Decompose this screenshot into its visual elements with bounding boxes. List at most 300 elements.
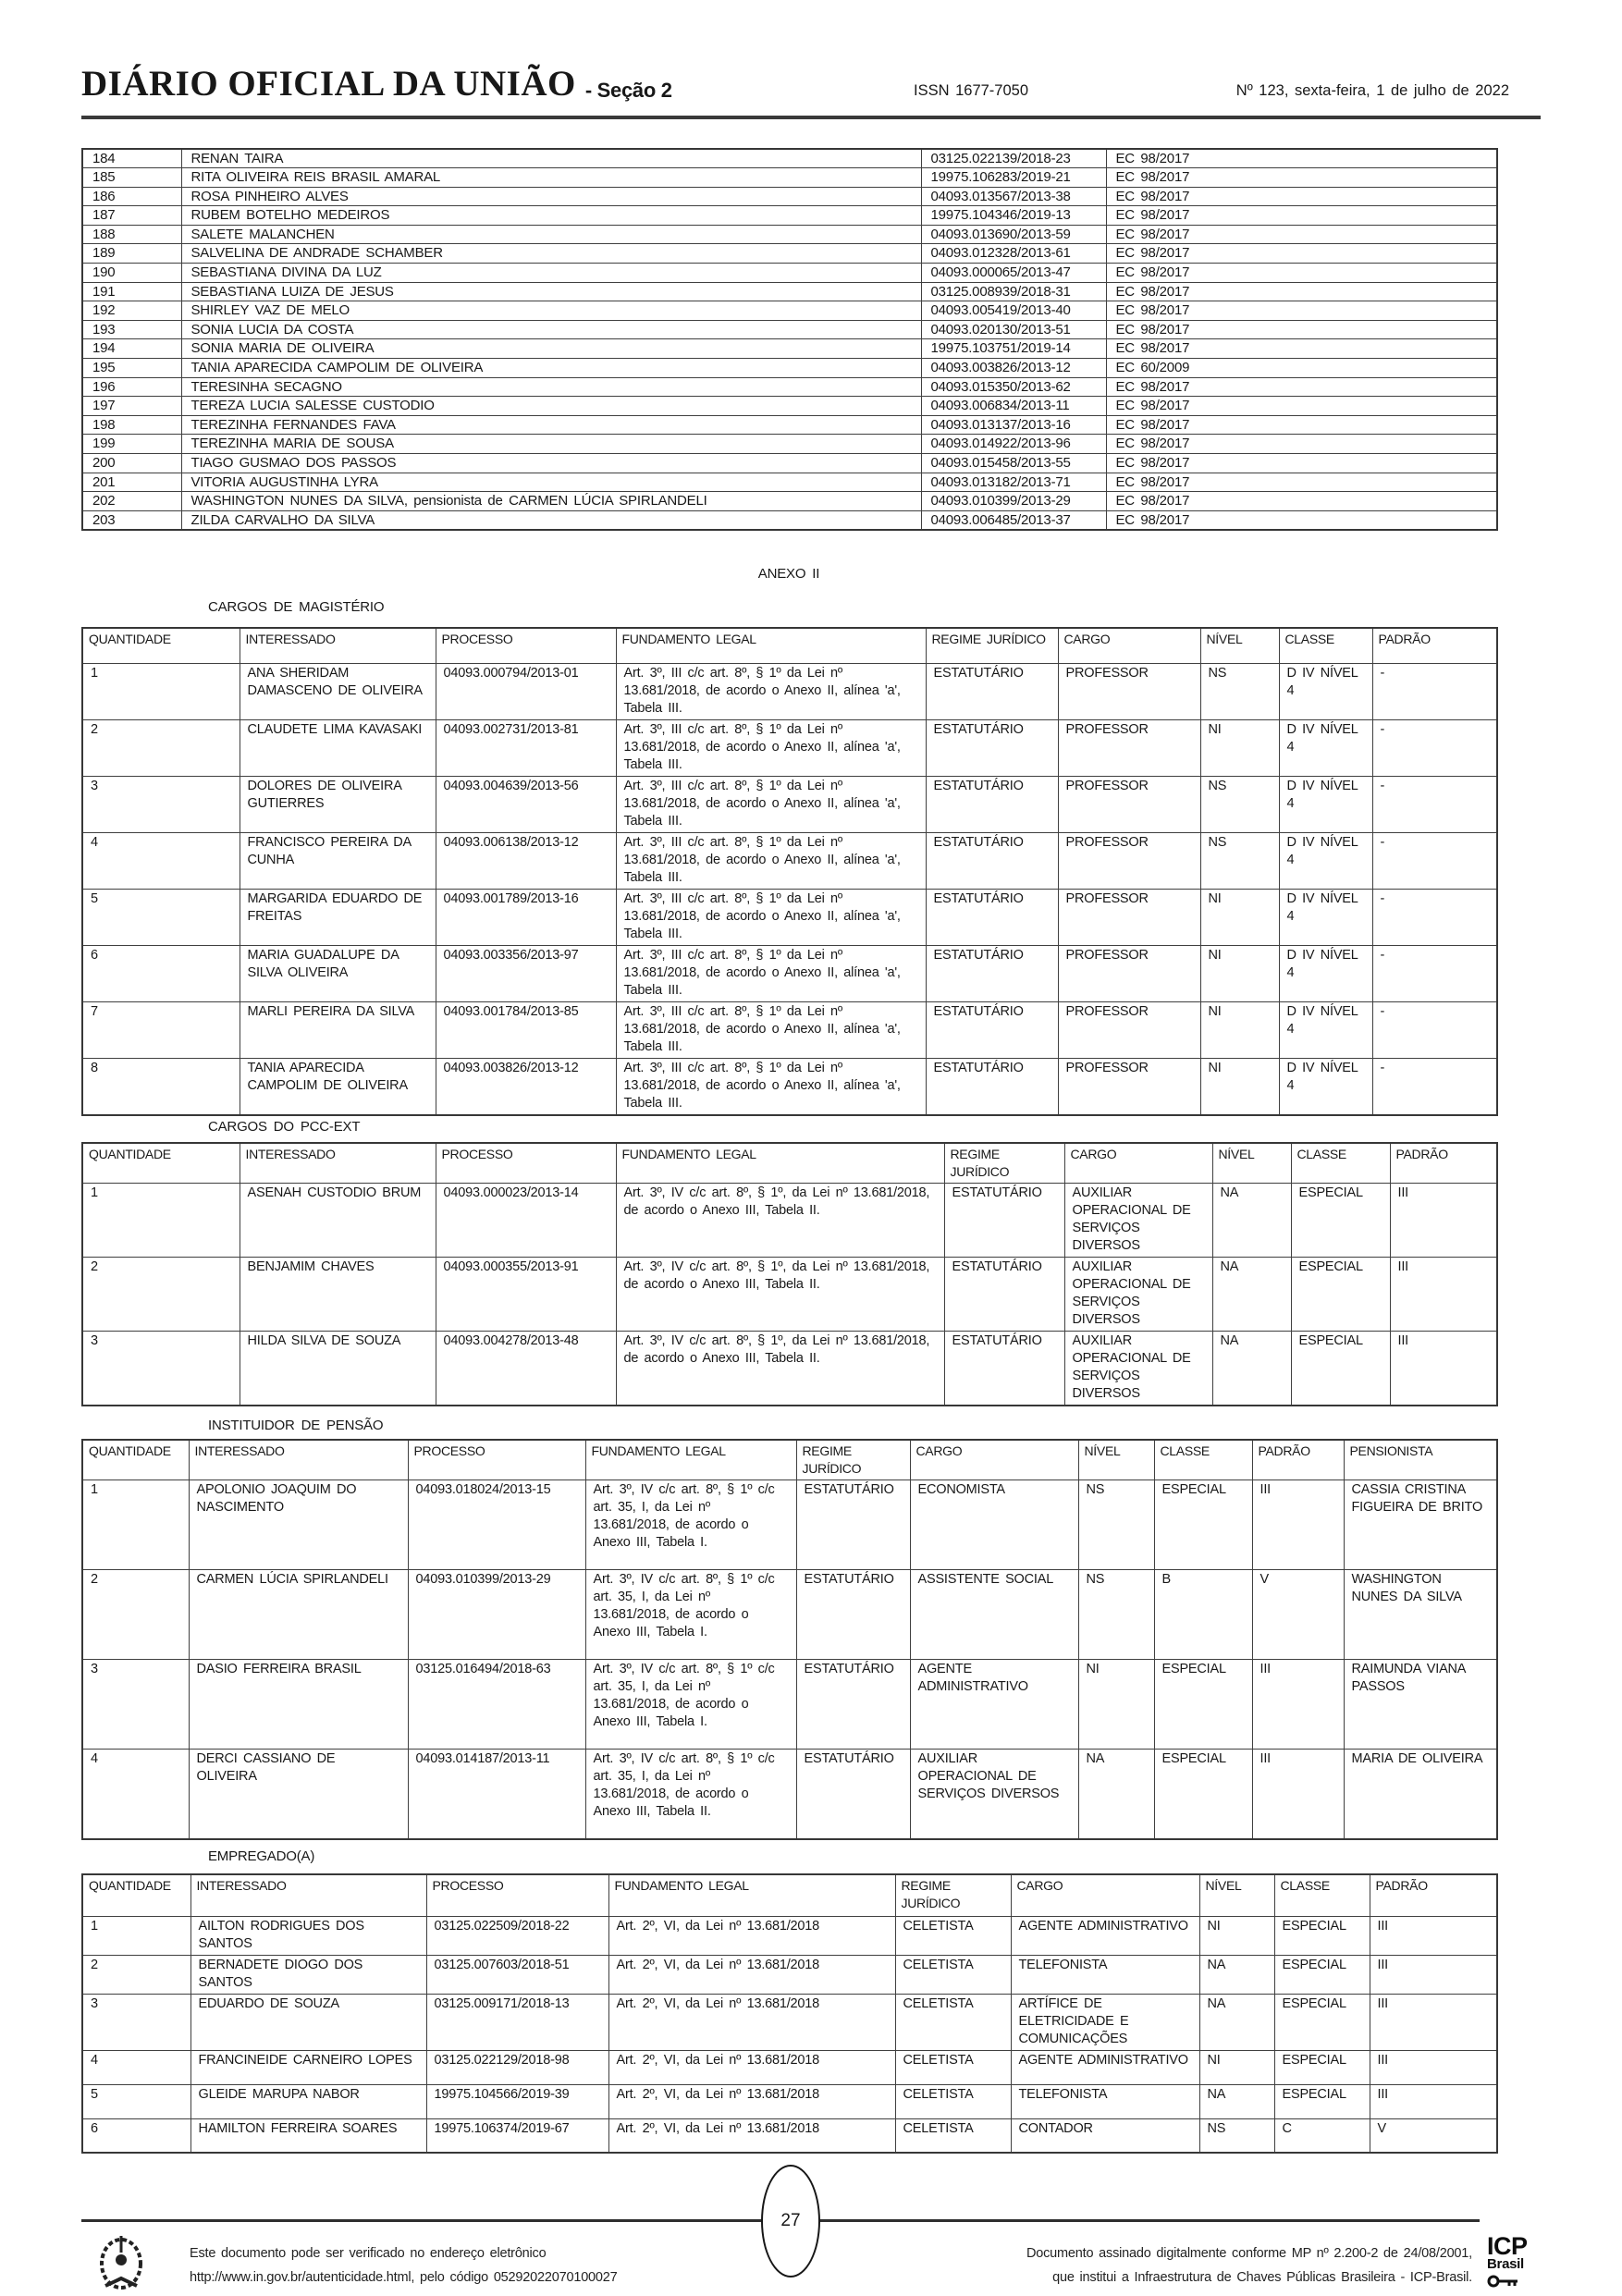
cell-name: ROSA PINHEIRO ALVES xyxy=(181,187,921,206)
cell-qtd: 4 xyxy=(82,832,240,889)
cell-padrao: - xyxy=(1372,663,1497,719)
cell-nivel: NS xyxy=(1200,776,1279,832)
edition-label: Nº 123, sexta-feira, 1 de julho de 2022 xyxy=(1235,82,1509,99)
column-header: QUANTIDADE xyxy=(82,1874,190,1916)
column-header: CLASSE xyxy=(1154,1440,1252,1480)
table-row xyxy=(82,1184,1497,1258)
cell-interessado: DASIO FERREIRA BRASIL xyxy=(189,1660,408,1750)
cell-name: TEREZA LUCIA SALESSE CUSTODIO xyxy=(181,397,921,416)
cell-fundamento: Art. 3º, IV c/c art. 8º, § 1º c/c art. 35, I, da Lei nº 13.681/2018, de acordo o Anexo III, Tabela I. xyxy=(585,1570,796,1660)
cell-num: 193 xyxy=(82,320,181,339)
cell-num: 187 xyxy=(82,206,181,226)
cell-regime: ESTATUTÁRIO xyxy=(944,1258,1064,1332)
column-header: PROCESSO xyxy=(426,1874,608,1916)
cell-padrao: III xyxy=(1370,1916,1497,1955)
cell-cargo: AUXILIAR OPERACIONAL DE SERVIÇOS DIVERSOS xyxy=(910,1750,1078,1839)
cell-regime: ESTATUTÁRIO xyxy=(796,1480,910,1570)
cell-num: 189 xyxy=(82,244,181,264)
cell-classe: ESPECIAL xyxy=(1291,1332,1390,1406)
cell-classe: D IV NÍVEL 4 xyxy=(1279,1001,1372,1058)
cell-fundamento: Art. 3º, III c/c art. 8º, § 1º da Lei nº 13.681/2018, de acordo o Anexo II, alínea 'a', Tabela III. xyxy=(616,832,926,889)
cell-process: 04093.005419/2013-40 xyxy=(921,301,1106,321)
cell-cargo: PROFESSOR xyxy=(1058,945,1200,1001)
cell-name: VITORIA AUGUSTINHA LYRA xyxy=(181,473,921,492)
cell-regime: ESTATUTÁRIO xyxy=(944,1184,1064,1258)
cell-processo: 03125.016494/2018-63 xyxy=(408,1660,585,1750)
cell-interessado: ANA SHERIDAM DAMASCENO DE OLIVEIRA xyxy=(240,663,436,719)
cell-padrao: III xyxy=(1370,1955,1497,1994)
cell-qtd: 6 xyxy=(82,945,240,1001)
cell-qtd: 2 xyxy=(82,1258,240,1332)
cell-processo: 04093.004278/2013-48 xyxy=(436,1332,616,1406)
section-tag: - Seção 2 xyxy=(584,78,672,102)
cell-num: 186 xyxy=(82,187,181,206)
magisterio-table xyxy=(81,627,1498,1116)
cell-pensionista: RAIMUNDA VIANA PASSOS xyxy=(1344,1660,1497,1750)
cell-num: 190 xyxy=(82,264,181,283)
column-header: CARGO xyxy=(1058,628,1200,663)
cell-processo: 04093.000355/2013-91 xyxy=(436,1258,616,1332)
cell-fundamento: Art. 2º, VI, da Lei nº 13.681/2018 xyxy=(608,1916,895,1955)
cell-num: 200 xyxy=(82,454,181,473)
cell-ec: EC 98/2017 xyxy=(1106,473,1497,492)
cell-processo: 19975.106374/2019-67 xyxy=(426,2118,608,2153)
table-row xyxy=(82,1994,1497,2050)
cell-qtd: 3 xyxy=(82,1332,240,1406)
cell-regime: ESTATUTÁRIO xyxy=(926,1058,1058,1115)
table-row xyxy=(82,2118,1497,2153)
column-header: QUANTIDADE xyxy=(82,1143,240,1184)
table-row xyxy=(82,377,1497,397)
cell-fundamento: Art. 3º, III c/c art. 8º, § 1º da Lei nº 13.681/2018, de acordo o Anexo II, alínea 'a', Tabela III. xyxy=(616,719,926,776)
table-row xyxy=(82,2050,1497,2084)
table-row xyxy=(82,1480,1497,1570)
table-row xyxy=(82,1001,1497,1058)
cell-cargo: AUXILIAR OPERACIONAL DE SERVIÇOS DIVERSOS xyxy=(1064,1332,1212,1406)
cell-qtd: 1 xyxy=(82,1916,190,1955)
cell-classe: D IV NÍVEL 4 xyxy=(1279,832,1372,889)
cell-cargo: PROFESSOR xyxy=(1058,663,1200,719)
cell-ec: EC 60/2009 xyxy=(1106,359,1497,378)
cell-nivel: NA xyxy=(1078,1750,1154,1839)
cell-processo: 04093.006138/2013-12 xyxy=(436,832,616,889)
cell-num: 185 xyxy=(82,168,181,188)
cell-name: SALETE MALANCHEN xyxy=(181,225,921,244)
cell-cargo: PROFESSOR xyxy=(1058,832,1200,889)
cell-num: 194 xyxy=(82,339,181,359)
section-title-empregado: EMPREGADO(A) xyxy=(208,1848,315,1864)
cell-classe: D IV NÍVEL 4 xyxy=(1279,719,1372,776)
cell-ec: EC 98/2017 xyxy=(1106,435,1497,454)
cell-classe: D IV NÍVEL 4 xyxy=(1279,945,1372,1001)
column-header: REGIME JURÍDICO xyxy=(895,1874,1011,1916)
cell-pensionista: CASSIA CRISTINA FIGUEIRA DE BRITO xyxy=(1344,1480,1497,1570)
page-number: 27 xyxy=(780,2211,801,2230)
cell-cargo: PROFESSOR xyxy=(1058,776,1200,832)
cell-regime: CELETISTA xyxy=(895,2050,1011,2084)
cell-nivel: NA xyxy=(1199,1994,1274,2050)
cell-classe: D IV NÍVEL 4 xyxy=(1279,889,1372,945)
cell-nivel: NI xyxy=(1199,2050,1274,2084)
cell-interessado: BERNADETE DIOGO DOS SANTOS xyxy=(190,1955,426,1994)
cell-interessado: ASENAH CUSTODIO BRUM xyxy=(240,1184,436,1258)
cell-fundamento: Art. 3º, III c/c art. 8º, § 1º da Lei nº 13.681/2018, de acordo o Anexo II, alínea 'a', Tabela III. xyxy=(616,663,926,719)
column-header: PROCESSO xyxy=(436,1143,616,1184)
issn-label: ISSN 1677-7050 xyxy=(914,82,1029,99)
cell-processo: 04093.000023/2013-14 xyxy=(436,1184,616,1258)
cell-interessado: AILTON RODRIGUES DOS SANTOS xyxy=(190,1916,426,1955)
cell-nivel: NA xyxy=(1199,1955,1274,1994)
cell-nivel: NA xyxy=(1212,1332,1291,1406)
cell-nivel: NI xyxy=(1200,1058,1279,1115)
table-row xyxy=(82,832,1497,889)
cell-num: 199 xyxy=(82,435,181,454)
cell-process: 19975.106283/2019-21 xyxy=(921,168,1106,188)
column-header: CARGO xyxy=(910,1440,1078,1480)
cell-classe: B xyxy=(1154,1570,1252,1660)
empregado-table xyxy=(81,1873,1498,2154)
cell-regime: ESTATUTÁRIO xyxy=(926,663,1058,719)
cell-process: 04093.012328/2013-61 xyxy=(921,244,1106,264)
cell-ec: EC 98/2017 xyxy=(1106,339,1497,359)
cell-nivel: NS xyxy=(1199,2118,1274,2153)
column-header: FUNDAMENTO LEGAL xyxy=(608,1874,895,1916)
cell-interessado: TANIA APARECIDA CAMPOLIM DE OLIVEIRA xyxy=(240,1058,436,1115)
table-row xyxy=(82,1660,1497,1750)
cell-interessado: DOLORES DE OLIVEIRA GUTIERRES xyxy=(240,776,436,832)
cell-regime: ESTATUTÁRIO xyxy=(926,889,1058,945)
column-header: INTERESSADO xyxy=(240,628,436,663)
column-header: REGIME JURÍDICO xyxy=(944,1143,1064,1184)
cell-interessado: FRANCINEIDE CARNEIRO LOPES xyxy=(190,2050,426,2084)
column-header: PADRÃO xyxy=(1372,628,1497,663)
column-header: CARGO xyxy=(1064,1143,1212,1184)
cell-fundamento: Art. 3º, IV c/c art. 8º, § 1º c/c art. 35, I, da Lei nº 13.681/2018, de acordo o Anexo III, Tabela I. xyxy=(585,1660,796,1750)
cell-cargo: PROFESSOR xyxy=(1058,719,1200,776)
cell-num: 196 xyxy=(82,377,181,397)
cell-processo: 04093.001784/2013-85 xyxy=(436,1001,616,1058)
table-row xyxy=(82,1332,1497,1406)
cell-interessado: APOLONIO JOAQUIM DO NASCIMENTO xyxy=(189,1480,408,1570)
cell-ec: EC 98/2017 xyxy=(1106,282,1497,301)
cell-name: TIAGO GUSMAO DOS PASSOS xyxy=(181,454,921,473)
table-row xyxy=(82,282,1497,301)
table-row xyxy=(82,1916,1497,1955)
cell-ec: EC 98/2017 xyxy=(1106,492,1497,511)
instituidor-table xyxy=(81,1439,1498,1840)
cell-qtd: 5 xyxy=(82,889,240,945)
column-header: NÍVEL xyxy=(1199,1874,1274,1916)
cell-process: 04093.000065/2013-47 xyxy=(921,264,1106,283)
cell-regime: CELETISTA xyxy=(895,1955,1011,1994)
cell-processo: 03125.022509/2018-22 xyxy=(426,1916,608,1955)
cell-interessado: BENJAMIM CHAVES xyxy=(240,1258,436,1332)
column-header: CLASSE xyxy=(1279,628,1372,663)
cell-ec: EC 98/2017 xyxy=(1106,206,1497,226)
cell-fundamento: Art. 2º, VI, da Lei nº 13.681/2018 xyxy=(608,1955,895,1994)
column-header: INTERESSADO xyxy=(240,1143,436,1184)
table-row xyxy=(82,264,1497,283)
table-row xyxy=(82,187,1497,206)
cell-process: 04093.003826/2013-12 xyxy=(921,359,1106,378)
icp-logo-subtext: Brasil xyxy=(1487,2256,1524,2272)
cell-qtd: 6 xyxy=(82,2118,190,2153)
beneficiaries-table xyxy=(81,148,1498,531)
cell-cargo: PROFESSOR xyxy=(1058,1001,1200,1058)
cell-qtd: 1 xyxy=(82,1184,240,1258)
column-header: QUANTIDADE xyxy=(82,628,240,663)
cell-name: ZILDA CARVALHO DA SILVA xyxy=(181,510,921,530)
cell-fundamento: Art. 3º, III c/c art. 8º, § 1º da Lei nº 13.681/2018, de acordo o Anexo II, alínea 'a', Tabela III. xyxy=(616,1058,926,1115)
cell-regime: ESTATUTÁRIO xyxy=(926,945,1058,1001)
cell-cargo: AUXILIAR OPERACIONAL DE SERVIÇOS DIVERSOS xyxy=(1064,1258,1212,1332)
table-row xyxy=(82,776,1497,832)
cell-process: 04093.006485/2013-37 xyxy=(921,510,1106,530)
cell-fundamento: Art. 3º, III c/c art. 8º, § 1º da Lei nº 13.681/2018, de acordo o Anexo II, alínea 'a', Tabela III. xyxy=(616,776,926,832)
cell-qtd: 1 xyxy=(82,663,240,719)
cell-interessado: MARLI PEREIRA DA SILVA xyxy=(240,1001,436,1058)
cell-fundamento: Art. 2º, VI, da Lei nº 13.681/2018 xyxy=(608,2084,895,2118)
cell-process: 04093.015458/2013-55 xyxy=(921,454,1106,473)
cell-pensionista: MARIA DE OLIVEIRA xyxy=(1344,1750,1497,1839)
cell-regime: ESTATUTÁRIO xyxy=(926,776,1058,832)
cell-regime: ESTATUTÁRIO xyxy=(796,1570,910,1660)
column-header: PROCESSO xyxy=(408,1440,585,1480)
table-row xyxy=(82,2084,1497,2118)
cell-padrao: III xyxy=(1390,1332,1497,1406)
column-header: INTERESSADO xyxy=(189,1440,408,1480)
table-header-row xyxy=(82,1440,1497,1480)
cell-process: 19975.103751/2019-14 xyxy=(921,339,1106,359)
cell-classe: ESPECIAL xyxy=(1154,1660,1252,1750)
table-row xyxy=(82,168,1497,188)
cell-qtd: 3 xyxy=(82,776,240,832)
cell-interessado: GLEIDE MARUPA NABOR xyxy=(190,2084,426,2118)
signature-line-1: Documento assinado digitalmente conforme MP nº 2.200-2 de 24/08/2001, xyxy=(1026,2246,1472,2261)
table-row xyxy=(82,1258,1497,1332)
column-header: CARGO xyxy=(1011,1874,1199,1916)
cell-fundamento: Art. 3º, IV c/c art. 8º, § 1º c/c art. 35, I, da Lei nº 13.681/2018, de acordo o Anexo III, Tabela II. xyxy=(585,1750,796,1839)
cell-nivel: NI xyxy=(1200,1001,1279,1058)
cell-ec: EC 98/2017 xyxy=(1106,320,1497,339)
cell-regime: CELETISTA xyxy=(895,2084,1011,2118)
cell-padrao: - xyxy=(1372,832,1497,889)
cell-num: 192 xyxy=(82,301,181,321)
cell-padrao: - xyxy=(1372,719,1497,776)
section-title-instituidor: INSTITUIDOR DE PENSÃO xyxy=(208,1418,384,1433)
cell-cargo: AUXILIAR OPERACIONAL DE SERVIÇOS DIVERSOS xyxy=(1064,1184,1212,1258)
cell-ec: EC 98/2017 xyxy=(1106,225,1497,244)
cell-padrao: - xyxy=(1372,1001,1497,1058)
cell-processo: 03125.009171/2018-13 xyxy=(426,1994,608,2050)
cell-nivel: NA xyxy=(1212,1184,1291,1258)
cell-regime: ESTATUTÁRIO xyxy=(944,1332,1064,1406)
cell-num: 198 xyxy=(82,415,181,435)
cell-classe: ESPECIAL xyxy=(1274,1994,1370,2050)
cell-padrao: - xyxy=(1372,1058,1497,1115)
cell-regime: CELETISTA xyxy=(895,1994,1011,2050)
table-row xyxy=(82,435,1497,454)
table-row xyxy=(82,473,1497,492)
table-row xyxy=(82,397,1497,416)
cell-fundamento: Art. 3º, IV c/c art. 8º, § 1º, da Lei nº 13.681/2018, de acordo o Anexo III, Tabela II. xyxy=(616,1332,944,1406)
column-header: INTERESSADO xyxy=(190,1874,426,1916)
cell-fundamento: Art. 3º, III c/c art. 8º, § 1º da Lei nº 13.681/2018, de acordo o Anexo II, alínea 'a', Tabela III. xyxy=(616,889,926,945)
cell-cargo: AGENTE ADMINISTRATIVO xyxy=(1011,1916,1199,1955)
cell-padrao: III xyxy=(1252,1750,1344,1839)
cell-cargo: CONTADOR xyxy=(1011,2118,1199,2153)
cell-name: RITA OLIVEIRA REIS BRASIL AMARAL xyxy=(181,168,921,188)
column-header: NÍVEL xyxy=(1212,1143,1291,1184)
pcc-table xyxy=(81,1142,1498,1406)
column-header: PENSIONISTA xyxy=(1344,1440,1497,1480)
table-row xyxy=(82,454,1497,473)
cell-cargo: AGENTE ADMINISTRATIVO xyxy=(1011,2050,1199,2084)
cell-qtd: 4 xyxy=(82,2050,190,2084)
cell-fundamento: Art. 3º, III c/c art. 8º, § 1º da Lei nº 13.681/2018, de acordo o Anexo II, alínea 'a', Tabela III. xyxy=(616,1001,926,1058)
cell-qtd: 3 xyxy=(82,1660,189,1750)
anexo-title: ANEXO II xyxy=(757,566,820,582)
cell-ec: EC 98/2017 xyxy=(1106,377,1497,397)
table-row xyxy=(82,510,1497,530)
column-header: CLASSE xyxy=(1274,1874,1370,1916)
column-header: REGIME JURÍDICO xyxy=(796,1440,910,1480)
page-number-badge xyxy=(761,2165,820,2278)
table-row xyxy=(82,244,1497,264)
cell-padrao: III xyxy=(1370,2084,1497,2118)
cell-classe: D IV NÍVEL 4 xyxy=(1279,1058,1372,1115)
cell-cargo: ASSISTENTE SOCIAL xyxy=(910,1570,1078,1660)
cell-processo: 04093.003826/2013-12 xyxy=(436,1058,616,1115)
cell-fundamento: Art. 3º, IV c/c art. 8º, § 1º, da Lei nº 13.681/2018, de acordo o Anexo III, Tabela II. xyxy=(616,1184,944,1258)
cell-ec: EC 98/2017 xyxy=(1106,187,1497,206)
cell-process: 04093.013690/2013-59 xyxy=(921,225,1106,244)
cell-cargo: PROFESSOR xyxy=(1058,889,1200,945)
cell-num: 191 xyxy=(82,282,181,301)
cell-classe: ESPECIAL xyxy=(1154,1480,1252,1570)
cell-process: 03125.022139/2018-23 xyxy=(921,149,1106,168)
column-header: CLASSE xyxy=(1291,1143,1390,1184)
column-header: FUNDAMENTO LEGAL xyxy=(585,1440,796,1480)
cell-nivel: NI xyxy=(1200,945,1279,1001)
header-rule xyxy=(81,116,1541,119)
cell-processo: 04093.002731/2013-81 xyxy=(436,719,616,776)
cell-nivel: NS xyxy=(1078,1480,1154,1570)
icp-brasil-logo xyxy=(1487,2232,1561,2292)
table-header-row xyxy=(82,1874,1497,1916)
cell-classe: ESPECIAL xyxy=(1291,1258,1390,1332)
cell-process: 04093.020130/2013-51 xyxy=(921,320,1106,339)
cell-ec: EC 98/2017 xyxy=(1106,301,1497,321)
cell-cargo: TELEFONISTA xyxy=(1011,1955,1199,1994)
cell-padrao: V xyxy=(1252,1570,1344,1660)
cell-padrao: III xyxy=(1390,1258,1497,1332)
cell-process: 04093.013182/2013-71 xyxy=(921,473,1106,492)
cell-ec: EC 98/2017 xyxy=(1106,454,1497,473)
cell-num: 184 xyxy=(82,149,181,168)
cell-classe: C xyxy=(1274,2118,1370,2153)
column-header: QUANTIDADE xyxy=(82,1440,189,1480)
cell-interessado: CARMEN LÚCIA SPIRLANDELI xyxy=(189,1570,408,1660)
cell-nivel: NA xyxy=(1212,1258,1291,1332)
table-row xyxy=(82,945,1497,1001)
cell-processo: 04093.003356/2013-97 xyxy=(436,945,616,1001)
cell-fundamento: Art. 3º, IV c/c art. 8º, § 1º c/c art. 35, I, da Lei nº 13.681/2018, de acordo o Anexo III, Tabela I. xyxy=(585,1480,796,1570)
table-row xyxy=(82,149,1497,168)
table-row xyxy=(82,719,1497,776)
section-title-magisterio: CARGOS DE MAGISTÉRIO xyxy=(208,599,385,615)
cell-num: 201 xyxy=(82,473,181,492)
column-header: PADRÃO xyxy=(1252,1440,1344,1480)
cell-ec: EC 98/2017 xyxy=(1106,510,1497,530)
cell-cargo: TELEFONISTA xyxy=(1011,2084,1199,2118)
cell-nivel: NA xyxy=(1199,2084,1274,2118)
cell-ec: EC 98/2017 xyxy=(1106,397,1497,416)
table-row xyxy=(82,359,1497,378)
table-row xyxy=(82,1058,1497,1115)
cell-classe: D IV NÍVEL 4 xyxy=(1279,663,1372,719)
cell-process: 04093.014922/2013-96 xyxy=(921,435,1106,454)
cell-processo: 04093.001789/2013-16 xyxy=(436,889,616,945)
cell-classe: ESPECIAL xyxy=(1154,1750,1252,1839)
cell-classe: ESPECIAL xyxy=(1291,1184,1390,1258)
cell-processo: 03125.022129/2018-98 xyxy=(426,2050,608,2084)
cell-name: WASHINGTON NUNES DA SILVA, pensionista de CARMEN LÚCIA SPIRLANDELI xyxy=(181,492,921,511)
cell-processo: 19975.104566/2019-39 xyxy=(426,2084,608,2118)
cell-cargo: PROFESSOR xyxy=(1058,1058,1200,1115)
cell-process: 04093.013567/2013-38 xyxy=(921,187,1106,206)
cell-regime: CELETISTA xyxy=(895,2118,1011,2153)
cell-qtd: 3 xyxy=(82,1994,190,2050)
key-icon xyxy=(1487,2275,1561,2292)
cell-name: SHIRLEY VAZ DE MELO xyxy=(181,301,921,321)
table-row xyxy=(82,1570,1497,1660)
cell-nivel: NS xyxy=(1200,663,1279,719)
cell-ec: EC 98/2017 xyxy=(1106,244,1497,264)
cell-processo: 04093.010399/2013-29 xyxy=(408,1570,585,1660)
masthead-title: DIÁRIO OFICIAL DA UNIÃO xyxy=(81,64,576,104)
table-row xyxy=(82,301,1497,321)
table-row xyxy=(82,1750,1497,1839)
table-header-row xyxy=(82,1143,1497,1184)
cell-padrao: - xyxy=(1372,776,1497,832)
table-row xyxy=(82,415,1497,435)
cell-padrao: III xyxy=(1370,2050,1497,2084)
cell-name: RUBEM BOTELHO MEDEIROS xyxy=(181,206,921,226)
cell-interessado: FRANCISCO PEREIRA DA CUNHA xyxy=(240,832,436,889)
cell-ec: EC 98/2017 xyxy=(1106,168,1497,188)
cell-qtd: 4 xyxy=(82,1750,189,1839)
cell-fundamento: Art. 2º, VI, da Lei nº 13.681/2018 xyxy=(608,1994,895,2050)
cell-qtd: 5 xyxy=(82,2084,190,2118)
cell-processo: 04093.000794/2013-01 xyxy=(436,663,616,719)
cell-qtd: 2 xyxy=(82,719,240,776)
cell-processo: 03125.007603/2018-51 xyxy=(426,1955,608,1994)
column-header: PROCESSO xyxy=(436,628,616,663)
cell-name: SONIA LUCIA DA COSTA xyxy=(181,320,921,339)
cell-process: 04093.015350/2013-62 xyxy=(921,377,1106,397)
cell-nivel: NI xyxy=(1200,719,1279,776)
cell-padrao: III xyxy=(1252,1480,1344,1570)
cell-qtd: 7 xyxy=(82,1001,240,1058)
cell-interessado: MARIA GUADALUPE DA SILVA OLIVEIRA xyxy=(240,945,436,1001)
cell-interessado: DERCI CASSIANO DE OLIVEIRA xyxy=(189,1750,408,1839)
cell-nivel: NI xyxy=(1200,889,1279,945)
cell-padrao: - xyxy=(1372,889,1497,945)
cell-processo: 04093.018024/2013-15 xyxy=(408,1480,585,1570)
cell-process: 04093.006834/2013-11 xyxy=(921,397,1106,416)
cell-interessado: EDUARDO DE SOUZA xyxy=(190,1994,426,2050)
